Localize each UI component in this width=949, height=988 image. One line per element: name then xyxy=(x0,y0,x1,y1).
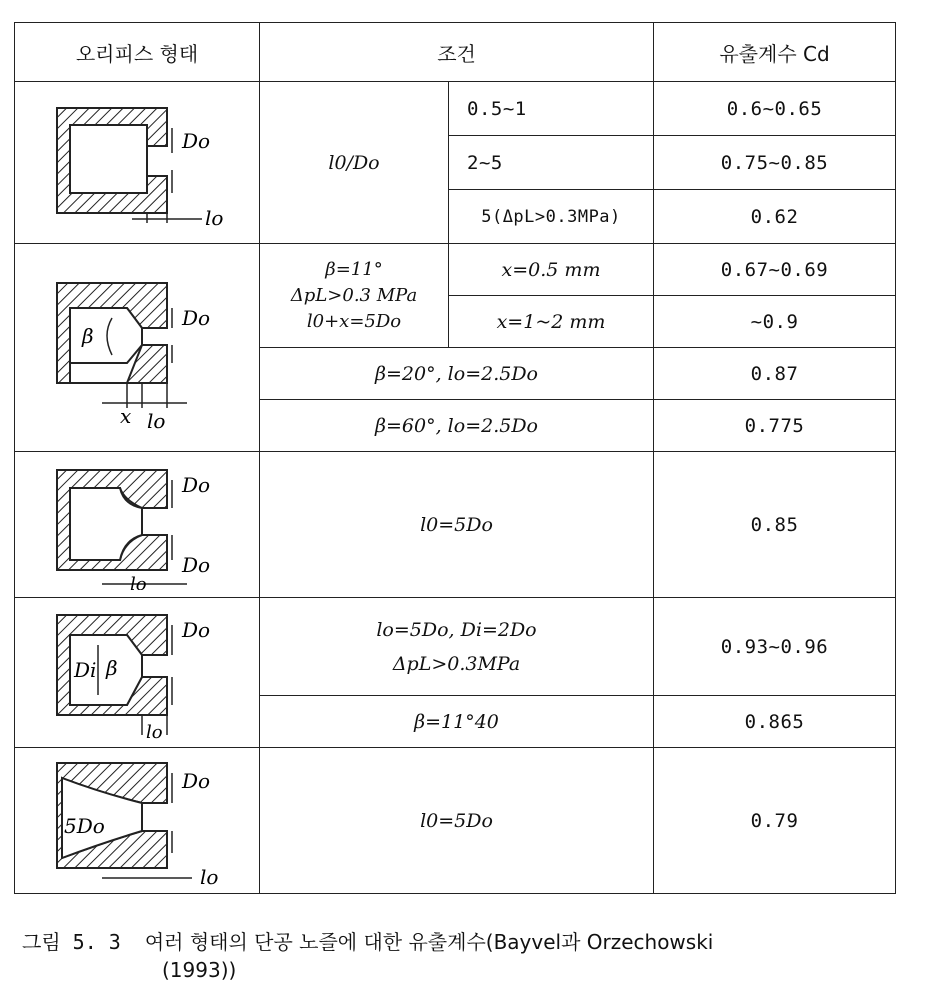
table-row xyxy=(15,244,896,296)
condition-cell: β=20°, lo=2.5Do xyxy=(260,348,654,400)
orifice-diagram-converging xyxy=(15,748,260,894)
condition-cell: x=0.5 mm xyxy=(449,244,654,296)
converging-orifice-icon xyxy=(42,753,232,888)
value-cell: 0.93~0.96 xyxy=(654,598,896,696)
conical-orifice-icon xyxy=(42,263,232,433)
table-row xyxy=(15,452,896,598)
figure-caption xyxy=(22,928,713,984)
condition-cell: 5(ΔpL>0.3MPa) xyxy=(449,190,654,244)
table-row xyxy=(15,748,896,894)
value-cell: 0.87 xyxy=(654,348,896,400)
label-Do: Do xyxy=(182,128,211,153)
condition-cell: 0.5~1 xyxy=(449,82,654,136)
condition-lo-do: l0/Do xyxy=(260,82,449,244)
label-Do: Do xyxy=(182,769,211,793)
label-lo: lo xyxy=(147,408,166,433)
condition-cell: β=11°40 xyxy=(260,696,654,748)
label-Do-2: Do xyxy=(182,552,211,577)
label-Do: Do xyxy=(182,305,211,330)
label-lo: lo xyxy=(200,865,219,888)
rounded-orifice-icon xyxy=(42,460,232,590)
table-row xyxy=(15,598,896,696)
condition-cell: β=60°, lo=2.5Do xyxy=(260,400,654,452)
value-cell: 0.775 xyxy=(654,400,896,452)
condition-beta-group: β=11° ΔpL>0.3 MPa l0+x=5Do xyxy=(260,244,449,348)
value-cell: 0.79 xyxy=(654,748,896,894)
orifice-diagram-straight xyxy=(15,82,260,244)
label-lo: lo xyxy=(146,722,163,740)
header-condition: 조건 xyxy=(260,23,654,82)
label-lo: lo xyxy=(130,573,147,590)
straight-orifice-icon xyxy=(42,98,232,228)
condition-cell: lo=5Do, Di=2Do ΔpL>0.3MPa xyxy=(260,598,654,696)
condition-cell: 2~5 xyxy=(449,136,654,190)
condition-cell: l0=5Do xyxy=(260,452,654,598)
value-cell: 0.865 xyxy=(654,696,896,748)
label-Di: Di xyxy=(74,658,97,682)
label-Do: Do xyxy=(182,618,211,642)
stepped-orifice-icon xyxy=(42,605,232,740)
header-row xyxy=(15,23,896,82)
value-cell: ~0.9 xyxy=(654,296,896,348)
condition-cell: x=1~2 mm xyxy=(449,296,654,348)
caption-continuation: (1993)) xyxy=(162,958,237,982)
value-cell: 0.67~0.69 xyxy=(654,244,896,296)
header-discharge-coefficient: 유출계수 Cd xyxy=(654,23,896,82)
condition-cell: l0=5Do xyxy=(260,748,654,894)
value-cell: 0.75~0.85 xyxy=(654,136,896,190)
caption-number: 그림 5. 3 xyxy=(22,930,121,954)
label-lo: lo xyxy=(205,205,224,228)
header-orifice-shape: 오리피스 형태 xyxy=(15,23,260,82)
value-cell: 0.62 xyxy=(654,190,896,244)
caption-text: 여러 형태의 단공 노즐에 대한 유출계수(Bayvel과 Orzechowski xyxy=(144,930,714,954)
label-5Do: 5Do xyxy=(64,814,105,838)
orifice-diagram-conical xyxy=(15,244,260,452)
orifice-diagram-stepped xyxy=(15,598,260,748)
label-beta: β xyxy=(106,656,118,680)
orifice-diagram-rounded xyxy=(15,452,260,598)
value-cell: 0.85 xyxy=(654,452,896,598)
label-Do: Do xyxy=(182,472,211,497)
table-row xyxy=(15,82,896,136)
label-x: x xyxy=(120,403,132,428)
discharge-coefficient-table xyxy=(14,22,896,894)
value-cell: 0.6~0.65 xyxy=(654,82,896,136)
label-beta: β xyxy=(82,323,94,348)
